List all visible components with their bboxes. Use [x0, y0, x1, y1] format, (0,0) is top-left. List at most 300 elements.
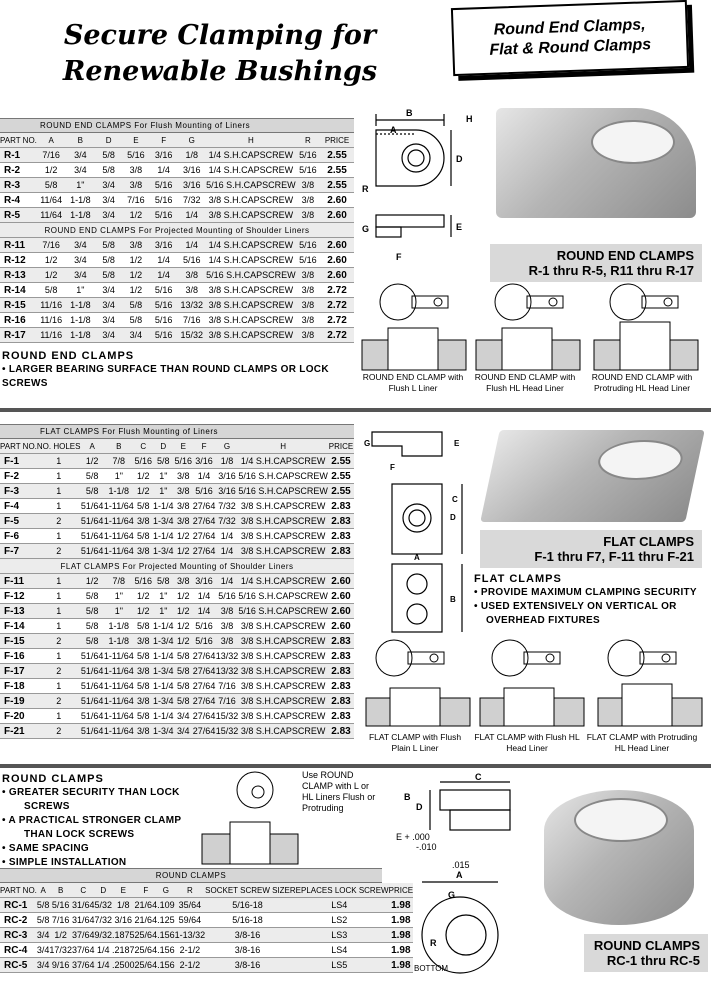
table-cell: 5/16: [296, 163, 320, 178]
table-cell: 1: [37, 499, 81, 514]
table-cell: 1": [153, 484, 175, 499]
table-cell: 3/4: [95, 298, 122, 313]
table-cell: 5/8: [37, 913, 50, 928]
table-cell: 3/8: [216, 604, 239, 619]
part-number: R-11: [0, 238, 37, 253]
part-number: F-5: [0, 514, 37, 529]
column-header: R: [175, 883, 206, 898]
table-cell: 1/2: [134, 469, 153, 484]
table-cell: .2187: [112, 943, 135, 958]
table-cell: 3/16: [150, 238, 178, 253]
price: 2.55: [320, 178, 354, 193]
table-cell: 5/16: [296, 253, 320, 268]
table-cell: 15/32: [177, 328, 206, 343]
table-cell: 5/16 S.H.CAPSCREW: [206, 178, 296, 193]
table-cell: 1-11/64: [104, 499, 134, 514]
table-cell: 5/8: [153, 574, 175, 589]
column-header: NO. HOLES: [37, 439, 81, 454]
part-number: RC-2: [0, 913, 37, 928]
table-cell: .2500: [112, 958, 135, 973]
svg-text:G: G: [362, 224, 370, 234]
flat-table: [0, 439, 354, 739]
table-cell: 3/8 S.H.CAPSCREW: [238, 499, 328, 514]
table-cell: 3/4: [65, 148, 95, 163]
table-cell: 1": [104, 469, 134, 484]
table-cell: 1/2: [80, 574, 103, 589]
table-cell: 27/64: [192, 649, 215, 664]
round-table-header: ROUND CLAMPS: [0, 868, 382, 883]
flat-fig2-caption: FLAT CLAMP with Flush HL Head Liner: [474, 732, 580, 753]
table-cell: 3/8: [122, 238, 150, 253]
svg-text:B: B: [406, 108, 413, 118]
table-cell: .109: [157, 898, 175, 913]
table-cell: 5/16 S.H.CAPSCREW: [238, 469, 328, 484]
table-cell: 5/8: [134, 709, 153, 724]
svg-text:D: D: [456, 154, 463, 164]
table-cell: 1-1/8: [104, 484, 134, 499]
column-header: A: [37, 883, 50, 898]
part-number: F-1: [0, 454, 37, 469]
column-header: G: [157, 883, 175, 898]
table-cell: 1": [104, 604, 134, 619]
table-cell: 3/8 S.H.CAPSCREW: [238, 709, 328, 724]
table-row: [0, 193, 354, 208]
column-header: B: [49, 883, 72, 898]
table-cell: LS4: [290, 943, 389, 958]
table-cell: 51/64: [80, 529, 103, 544]
table-row: [0, 709, 354, 724]
table-cell: 27/64: [192, 709, 215, 724]
table-row: [0, 634, 354, 649]
price: 2.83: [328, 709, 354, 724]
part-number: F-20: [0, 709, 37, 724]
part-number: R-4: [0, 193, 37, 208]
table-cell: 1: [37, 484, 81, 499]
table-cell: 3/8: [216, 619, 239, 634]
table-cell: 3/4: [37, 928, 50, 943]
table-cell: 7/32: [216, 499, 239, 514]
table-cell: 5/16-18: [205, 913, 290, 928]
table-cell: 5/8: [37, 178, 66, 193]
column-header: F: [135, 883, 158, 898]
table-cell: 31/64: [72, 898, 95, 913]
table-cell: 5/16: [177, 253, 206, 268]
column-header: D: [95, 133, 122, 148]
table-cell: 3/8-16: [205, 958, 290, 973]
round-dim-e: E + .000 -.010: [396, 832, 437, 852]
column-header: PART NO.: [0, 883, 37, 898]
table-cell: 2: [37, 664, 81, 679]
table-cell: 11/64: [37, 193, 66, 208]
table-cell: 3/8 S.H.CAPSCREW: [238, 649, 328, 664]
table-cell: 5/8: [174, 679, 192, 694]
table-cell: 1: [37, 679, 81, 694]
table-cell: 1": [104, 589, 134, 604]
table-cell: 3/8: [296, 328, 320, 343]
table-cell: 1/4: [150, 163, 178, 178]
table-cell: 27/64: [192, 694, 215, 709]
table-row: [0, 544, 354, 559]
part-number: R-15: [0, 298, 37, 313]
table-cell: 1/2: [80, 454, 103, 469]
round-bullets: ROUND CLAMPS • GREATER SECURITY THAN LOCK SCREWS • A PRACTICAL STRONGER CLAMP THAN LOCK SCREWS • SAME SPACING • SIMPLE INSTALLATION: [2, 773, 182, 868]
round-dim-015: .015: [452, 860, 470, 870]
column-header: F: [192, 439, 215, 454]
table-cell: 3/8-16: [205, 943, 290, 958]
table-cell: 1/4: [150, 253, 178, 268]
table-cell: 35/64: [175, 898, 206, 913]
table-cell: 2-1/2: [175, 943, 206, 958]
table-cell: 1-11/64: [104, 709, 134, 724]
table-cell: 27/64: [192, 724, 215, 739]
table-cell: 3/8: [134, 664, 153, 679]
table-cell: 27/64: [192, 529, 215, 544]
table-cell: 5/8: [95, 268, 122, 283]
table-row: [0, 694, 354, 709]
price: 2.60: [328, 574, 354, 589]
table-cell: 7/16: [49, 913, 72, 928]
table-cell: 1/2: [174, 634, 192, 649]
table-row: [0, 298, 354, 313]
part-number: RC-5: [0, 958, 37, 973]
round-table: [0, 883, 413, 973]
table-cell: .156: [157, 958, 175, 973]
table-cell: 3/8-16: [205, 928, 290, 943]
product-tag: Round End Clamps, Flat & Round Clamps: [451, 0, 689, 76]
price: 2.83: [328, 544, 354, 559]
table-cell: 2: [37, 634, 81, 649]
round-clamp-photo: [544, 790, 694, 925]
table-row: [0, 454, 354, 469]
flat-install-figures: [362, 638, 704, 730]
table-cell: 3/8: [122, 163, 150, 178]
flat-bullets: FLAT CLAMPS • PROVIDE MAXIMUM CLAMPING SECURITY • USED EXTENSIVELY ON VERTICAL OR OVERHEAD FIXTURES: [474, 573, 697, 626]
table-cell: 1-3/4: [153, 694, 175, 709]
table-cell: 1/4: [150, 268, 178, 283]
price: 2.83: [328, 679, 354, 694]
price: 1.98: [389, 928, 413, 943]
table-cell: 5/8: [134, 679, 153, 694]
table-row: [0, 484, 354, 499]
column-header: H: [238, 439, 328, 454]
table-cell: 1-1/8: [65, 193, 95, 208]
table-cell: 51/64: [80, 499, 103, 514]
table-cell: 3/8 S.H.CAPSCREW: [206, 313, 296, 328]
price: 2.72: [320, 328, 354, 343]
price: 2.60: [328, 589, 354, 604]
table-cell: 21/64: [135, 913, 158, 928]
table-cell: 2-1/2: [175, 958, 206, 973]
table-cell: 1/8: [216, 454, 239, 469]
price: 2.55: [328, 484, 354, 499]
price: 1.98: [389, 943, 413, 958]
price: 2.83: [328, 529, 354, 544]
column-header: F: [150, 133, 178, 148]
table-cell: 1-1/8: [65, 328, 95, 343]
table-cell: 1": [153, 469, 175, 484]
table-cell: 27/64: [192, 664, 215, 679]
table-cell: 3/8 S.H.CAPSCREW: [238, 634, 328, 649]
table-cell: 5/8: [80, 604, 103, 619]
table-cell: 27/64: [192, 544, 215, 559]
svg-text:H: H: [466, 114, 473, 124]
svg-text:F: F: [396, 252, 402, 262]
table-cell: LS4: [290, 898, 389, 913]
price: 1.98: [389, 913, 413, 928]
table-cell: 3/8: [177, 283, 206, 298]
table-cell: 3/8 S.H.CAPSCREW: [238, 514, 328, 529]
table-cell: 5/16: [122, 148, 150, 163]
table-cell: 1/2: [49, 928, 72, 943]
table-cell: .156: [157, 943, 175, 958]
table-cell: 25/64: [135, 958, 158, 973]
table-cell: 3/8 S.H.CAPSCREW: [238, 694, 328, 709]
part-number: F-4: [0, 499, 37, 514]
table-cell: LS5: [290, 958, 389, 973]
round-end-fig2-caption: ROUND END CLAMP with Flush HL Head Liner: [474, 372, 576, 393]
table-row: [0, 514, 354, 529]
table-cell: 1-11/64: [104, 649, 134, 664]
table-cell: 5/16: [150, 328, 178, 343]
table-cell: 5/8: [95, 238, 122, 253]
table-cell: 5/8: [174, 694, 192, 709]
round-end-table-wrap: [0, 118, 354, 391]
round-end-bullets: ROUND END CLAMPS • LARGER BEARING SURFACE THAN ROUND CLAMPS OR LOCK SCREWS: [2, 350, 329, 389]
part-number: R-16: [0, 313, 37, 328]
table-cell: 3/8: [174, 499, 192, 514]
table-row: [0, 589, 354, 604]
table-cell: 3/16: [150, 148, 178, 163]
table-cell: 1-3/4: [153, 544, 175, 559]
table-cell: 1-1/8: [104, 619, 134, 634]
table-cell: 1/4 S.H.CAPSCREW: [206, 163, 296, 178]
table-cell: 5/8: [80, 589, 103, 604]
price: 2.55: [320, 148, 354, 163]
column-header-row: [0, 439, 354, 454]
table-cell: 5/8: [95, 253, 122, 268]
table-cell: 5/8: [122, 298, 150, 313]
table-cell: 5/16: [150, 178, 178, 193]
part-number: RC-4: [0, 943, 37, 958]
part-number: F-19: [0, 694, 37, 709]
table-cell: 1/8: [177, 148, 206, 163]
price: 2.60: [320, 208, 354, 223]
table-cell: 1-3/4: [153, 514, 175, 529]
round-end-photo: [496, 108, 696, 218]
table-cell: 3/4: [65, 268, 95, 283]
table-cell: 1/2: [37, 268, 66, 283]
table-cell: 1/2: [174, 529, 192, 544]
svg-text:R: R: [430, 938, 437, 948]
table-cell: 5/16: [150, 283, 178, 298]
table-row: [0, 664, 354, 679]
svg-text:C: C: [452, 495, 458, 504]
round-use-note: Use ROUND CLAMP with L or HL Liners Flush or Protruding: [302, 770, 376, 813]
table-cell: 1/2: [174, 544, 192, 559]
table-cell: 37/64: [72, 958, 95, 973]
table-cell: 1/4 S.H.CAPSCREW: [206, 148, 296, 163]
table-cell: 1/2: [122, 283, 150, 298]
column-header: D: [94, 883, 112, 898]
table-cell: .1875: [112, 928, 135, 943]
table-row: [0, 178, 354, 193]
round-end-fig3-caption: ROUND END CLAMP with Protruding HL Head Liner: [591, 372, 693, 393]
table-row: [0, 499, 354, 514]
part-number: R-3: [0, 178, 37, 193]
table-cell: 3/8 S.H.CAPSCREW: [238, 724, 328, 739]
part-number: R-13: [0, 268, 37, 283]
table-cell: 5/16: [192, 634, 215, 649]
table-cell: 1/2: [174, 589, 192, 604]
price: 2.83: [328, 649, 354, 664]
table-cell: 5/8: [174, 649, 192, 664]
table-cell: 1/2: [174, 619, 192, 634]
table-cell: 37/64: [72, 928, 95, 943]
table-cell: 3/4: [95, 313, 122, 328]
table-cell: 1/4: [216, 529, 239, 544]
table-cell: 3/16: [192, 574, 215, 589]
table-cell: 51/64: [80, 724, 103, 739]
round-end-install-figures: [358, 280, 704, 372]
table-cell: 3/4: [37, 943, 50, 958]
table-row: [0, 574, 354, 589]
part-number: R-2: [0, 163, 37, 178]
section-divider: [0, 408, 711, 412]
table-cell: 1/4 S.H.CAPSCREW: [206, 253, 296, 268]
part-number: F-7: [0, 544, 37, 559]
table-cell: 1/4: [94, 958, 112, 973]
part-number: F-2: [0, 469, 37, 484]
table-cell: 5/8: [37, 283, 66, 298]
table-cell: 1-1/4: [153, 619, 175, 634]
svg-text:E: E: [454, 439, 460, 448]
table-cell: 3/8 S.H.CAPSCREW: [238, 679, 328, 694]
table-cell: 1: [37, 619, 81, 634]
table-cell: 5/16: [134, 574, 153, 589]
flat-fig3-caption: FLAT CLAMP with Protruding HL Head Liner: [586, 732, 698, 753]
column-header: SOCKET SCREW SIZE: [205, 883, 290, 898]
table-cell: 1-11/64: [104, 724, 134, 739]
table-cell: 1/2: [134, 589, 153, 604]
table-cell: 1-1/8: [65, 208, 95, 223]
page-title: Secure Clamping for Renewable Bushings: [62, 20, 378, 87]
flat-photo: [480, 430, 705, 522]
svg-text:F: F: [390, 463, 395, 472]
table-cell: 3/8: [174, 574, 192, 589]
table-cell: 3/8: [296, 313, 320, 328]
column-header-row: [0, 133, 354, 148]
table-cell: 1-3/4: [153, 634, 175, 649]
round-end-flush-header: ROUND END CLAMPS For Flush Mounting of Liners: [0, 118, 354, 133]
table-cell: 5/16: [296, 148, 320, 163]
table-cell: 3/8: [134, 544, 153, 559]
price: 2.60: [320, 253, 354, 268]
price: 2.55: [328, 469, 354, 484]
table-cell: 3/4: [95, 193, 122, 208]
part-number: F-17: [0, 664, 37, 679]
table-cell: 3/4: [95, 208, 122, 223]
table-cell: .125: [157, 913, 175, 928]
flat-flush-header: FLAT CLAMPS For Flush Mounting of Liners: [0, 424, 354, 439]
part-number: F-13: [0, 604, 37, 619]
table-cell: 3/8 S.H.CAPSCREW: [238, 529, 328, 544]
table-row: [0, 253, 354, 268]
table-cell: 5/32: [94, 898, 112, 913]
table-row: [0, 529, 354, 544]
table-cell: 3/16: [216, 484, 239, 499]
table-cell: 5/8: [134, 529, 153, 544]
part-number: F-18: [0, 679, 37, 694]
svg-text:A: A: [414, 553, 420, 562]
svg-text:G: G: [448, 890, 456, 900]
table-cell: 15/32: [216, 709, 239, 724]
table-cell: 3/8: [216, 634, 239, 649]
table-cell: 1/2: [174, 604, 192, 619]
column-header: E: [174, 439, 192, 454]
flat-table-wrap: [0, 424, 354, 739]
round-end-proj-header: ROUND END CLAMPS For Projected Mounting of Shoulder Liners: [0, 223, 354, 238]
round-end-dimension-drawing: [356, 100, 486, 270]
table-cell: 1-11/64: [104, 529, 134, 544]
table-cell: 51/64: [80, 544, 103, 559]
table-cell: 1-1/4: [153, 679, 175, 694]
table-cell: 1-11/64: [104, 679, 134, 694]
column-header: E: [122, 133, 150, 148]
table-cell: 3/8: [174, 484, 192, 499]
bore-hole: [591, 120, 675, 164]
table-cell: 7/32: [177, 193, 206, 208]
price: 2.55: [320, 163, 354, 178]
table-cell: 15/32: [216, 724, 239, 739]
table-cell: 7/8: [104, 454, 134, 469]
part-number: R-14: [0, 283, 37, 298]
table-cell: 1-13/32: [175, 928, 206, 943]
table-row: [0, 679, 354, 694]
table-cell: 5/16-18: [205, 898, 290, 913]
table-cell: 5/16: [150, 298, 178, 313]
table-cell: 11/16: [37, 313, 66, 328]
table-cell: 3/4: [122, 328, 150, 343]
table-cell: 3/8: [296, 193, 320, 208]
table-cell: 27/64: [192, 514, 215, 529]
column-header: PRICE: [328, 439, 354, 454]
svg-text:D: D: [450, 513, 456, 522]
table-cell: 2: [37, 694, 81, 709]
part-number: R-12: [0, 253, 37, 268]
part-number: RC-3: [0, 928, 37, 943]
column-header-row: [0, 883, 413, 898]
part-number: F-6: [0, 529, 37, 544]
table-cell: 5/16: [216, 589, 239, 604]
table-cell: 1: [37, 469, 81, 484]
part-number: F-12: [0, 589, 37, 604]
table-cell: 5/8: [134, 649, 153, 664]
table-cell: 27/64: [192, 679, 215, 694]
table-row: [0, 313, 354, 328]
part-number: F-11: [0, 574, 37, 589]
table-cell: 1/4: [192, 604, 215, 619]
table-cell: LS2: [290, 913, 389, 928]
price: 2.55: [328, 454, 354, 469]
table-cell: 3/16: [177, 178, 206, 193]
table-cell: 1/2: [37, 253, 66, 268]
table-cell: 5/8: [95, 148, 122, 163]
part-number: RC-1: [0, 898, 37, 913]
table-cell: 25/64: [135, 943, 158, 958]
part-number: F-3: [0, 484, 37, 499]
svg-text:C: C: [475, 772, 482, 782]
table-cell: 1/4: [94, 943, 112, 958]
